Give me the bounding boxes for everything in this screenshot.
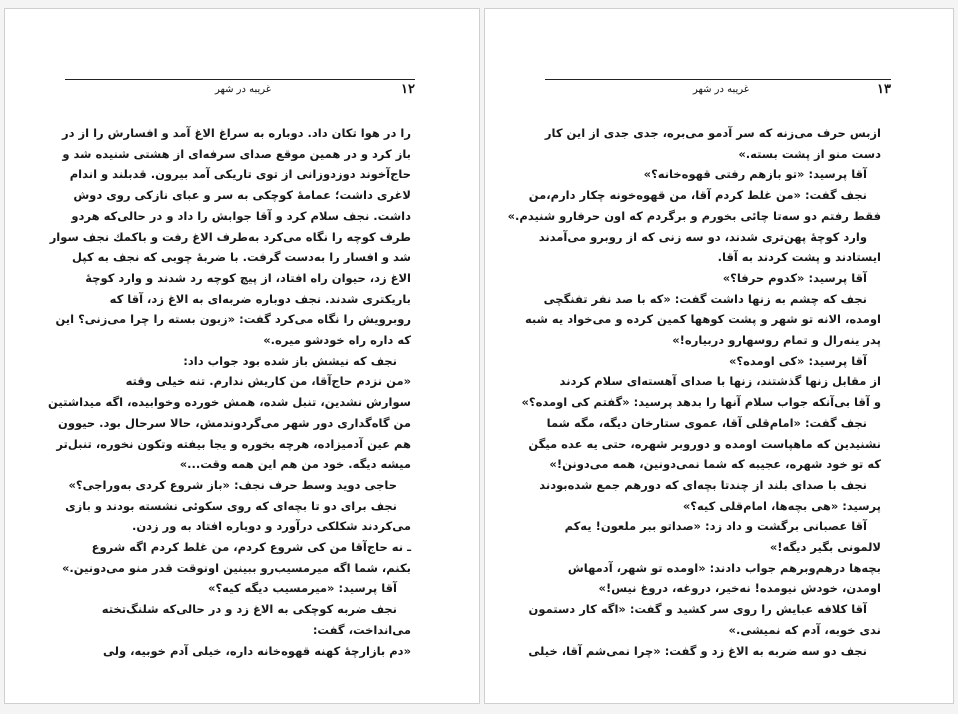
text-line: روبرويش را نگاه مى‌كرد گفت: «زبون بسته را چرا مى‌زنى؟ اين	[55, 312, 411, 327]
text-line: ـ نه حاج‌آقا من كى شروع كردم، من غلط كردم اگه شروع	[91, 540, 411, 555]
text-line: پرسيد: «هى بچه‌ها، امام‌قلى كيه؟»	[682, 498, 881, 513]
running-title: غريبه در شهر	[214, 83, 272, 95]
text-line: نجف كه نيشش باز شده بود جواب داد:	[183, 353, 397, 368]
page-number: ١٣	[877, 81, 891, 97]
text-line: نجف كه چشم به زنها داشت گفت: «كه با صد نفر تفنگچى	[543, 291, 867, 306]
text-line: ايستادند و پشت كردند به آقا.	[717, 250, 881, 265]
text-line: وارد كوچهٔ پهن‌ترى شدند، دو سه زنى كه از روبرو مى‌آمدند	[538, 229, 867, 244]
text-line: را در هوا تكان داد. دوباره به سراغ الاغ آمد و افسارش را از در	[61, 126, 411, 140]
text-line: باريكترى شدند. نجف دوباره ضربه‌اى به الاغ زد، آقا كه	[109, 291, 411, 306]
text-line: پدر ينه‌رال و تمام روسهارو دربياره!»	[672, 333, 881, 348]
text-line: مى‌كردند شكلكى درآورد و دوباره افتاد به ور زدن.	[131, 519, 411, 534]
text-line: «دم بازارچهٔ كهنه قهوه‌خانه داره، خيلى آدم خوبيه، ولى	[103, 643, 411, 658]
text-line: من گاه‌گدارى دور شهر مى‌گردوندمش، حالا سرحال بود. حيوون	[58, 415, 411, 430]
text-line: از مقابل زنها گذشتند، زنها با صداى آهسته‌اى سلام كردند	[559, 374, 881, 389]
text-line: مى‌انداخت، گفت:	[312, 622, 411, 637]
text-line: دست منو از پشت بسته.»	[738, 146, 881, 161]
text-line: نجف براى دو تا بچه‌اى كه روى سكوئى نشسته بودند و بازى	[65, 498, 397, 513]
text-line: لالمونى بگير ديگه!»	[769, 540, 881, 555]
text-line: نجف دو سه ضربه به الاغ زد و گفت: «چرا نمى‌شم آقا، خيلى	[528, 643, 867, 658]
text-line: باز كرد و در همين موقع صداى سرفه‌اى از هشتى شنيده شد و	[62, 146, 411, 161]
page-number: ١٢	[401, 81, 415, 97]
text-line: حاجى دويد وسط حرف نجف: «باز شروع كردى به‌وراجى؟»	[68, 477, 397, 492]
text-line: اومده، الانه تو شهر و پشت كوهها كمين كرده و مى‌خواد يه شبه	[524, 312, 881, 327]
text-line: آقا عصبانى برگشت و داد زد: «صداتو ببر ملعون! يه‌كم	[564, 519, 867, 534]
text-line: آقا پرسيد: «تو بازهم رفتى قهوه‌خانه؟»	[643, 167, 867, 182]
text-line: آقا پرسيد: «كدوم حرفا؟»	[722, 270, 867, 285]
text-line: ندى خوبه، آدم كه نميشى.»	[728, 622, 881, 637]
text-line: نشنيدين كه ماهپاست اومده و دوروبر شهره، حتى يه عده ميگن	[528, 436, 881, 451]
text-line: ميشه ديگه. خود من هم اين همه وقت...»	[179, 457, 411, 472]
text-line: آقا پرسيد: «كى اومده؟»	[728, 353, 867, 368]
text-line: نجف گفت: «امام‌قلى آقا، عموى ستارخان ديگه، مگه شما	[546, 415, 867, 430]
right-page	[484, 8, 954, 704]
text-line: بكنم، شما اگه ميرمسيب‌رو ببينين اونوقت قدر منو مى‌دونين.»	[61, 560, 411, 575]
running-head	[545, 79, 891, 98]
body-text	[48, 123, 411, 661]
text-line: حاج‌آخوند دوزدوزانى از توى تاريكى آمد بيرون. قدبلند و اندام	[69, 167, 411, 182]
text-line: كه داره راه خودشو ميره.»	[263, 333, 411, 348]
text-line: اومدن، خودش نيومده! نه‌خير، دروغه، دروغ نيس!»	[598, 581, 881, 596]
text-line: آقا كلافه عبايش را روى سر كشيد و گفت: «اگه كار دستمون	[528, 602, 867, 617]
body-text	[507, 123, 881, 661]
text-line: لاغرى داشت؛ عمامهٔ كوچكى به سر و عباى نازكى روى دوش	[73, 188, 411, 203]
running-head	[65, 79, 415, 98]
text-line: بچه‌ها درهم‌وبرهم جواب دادند: «اومده تو شهر، آدمهاش	[567, 560, 881, 575]
text-line: و آقا بى‌آنكه جواب سلام آنها را بدهد پرسيد: «گفتم كى اومده؟»	[521, 395, 881, 410]
text-line: «من نزدم حاج‌آقا، من كاريش ندارم. تنه خيلى وقته	[125, 374, 411, 389]
text-line: نجف با صداى بلند از چندتا بچه‌اى كه دورهم جمع شده‌بودند	[539, 477, 867, 492]
text-line: ازبس حرف مى‌زنه كه سر آدمو مى‌بره، جدى جدى از اين كار	[544, 126, 881, 140]
text-line: سوارش نشدين، تنبل شده، همش خورده وخوابيده، اگه ميداشتين	[48, 395, 411, 410]
text-line: شد و افسار را به‌دست گرفت. با ضربهٔ چوبى كه نجف به كپل	[72, 250, 411, 265]
text-line: نجف ضربه كوچكى به الاغ زد و در حالى‌كه شلنگ‌تخته	[101, 602, 397, 617]
running-title: غريبه در شهر	[692, 83, 750, 95]
text-line: فقط رفتم دو سه‌تا چائى بخورم و برگردم كه اون حرفارو شنيدم.»	[507, 208, 881, 223]
text-line: نجف گفت: «من غلط كردم آقا، من قهوه‌خونه چكار دارم،من	[528, 188, 867, 203]
text-line: هم عين آدميزاده، هرچه بخوره و يجا بيفته وتكون نخوره، تنبل‌تر	[56, 436, 411, 451]
text-line: كه تو خود شهره، عجيبه كه شما نمى‌دونين، همه مى‌دونن!»	[549, 457, 881, 472]
text-line: الاغ زد، حيوان راه افتاد، از پيچ كوچه رد شدند و وارد كوچهٔ	[85, 270, 411, 285]
text-line: داشت. نجف سلام كرد و آقا جوابش را داد و در حالى‌كه هردو	[71, 208, 411, 223]
left-page	[4, 8, 480, 704]
text-line: آقا پرسيد: «ميرمسيب ديگه كيه؟»	[208, 581, 397, 596]
text-line: طرف كوچه را نگاه مى‌كرد به‌طرف الاغ رفت و باكمك نجف سوار	[49, 229, 411, 244]
